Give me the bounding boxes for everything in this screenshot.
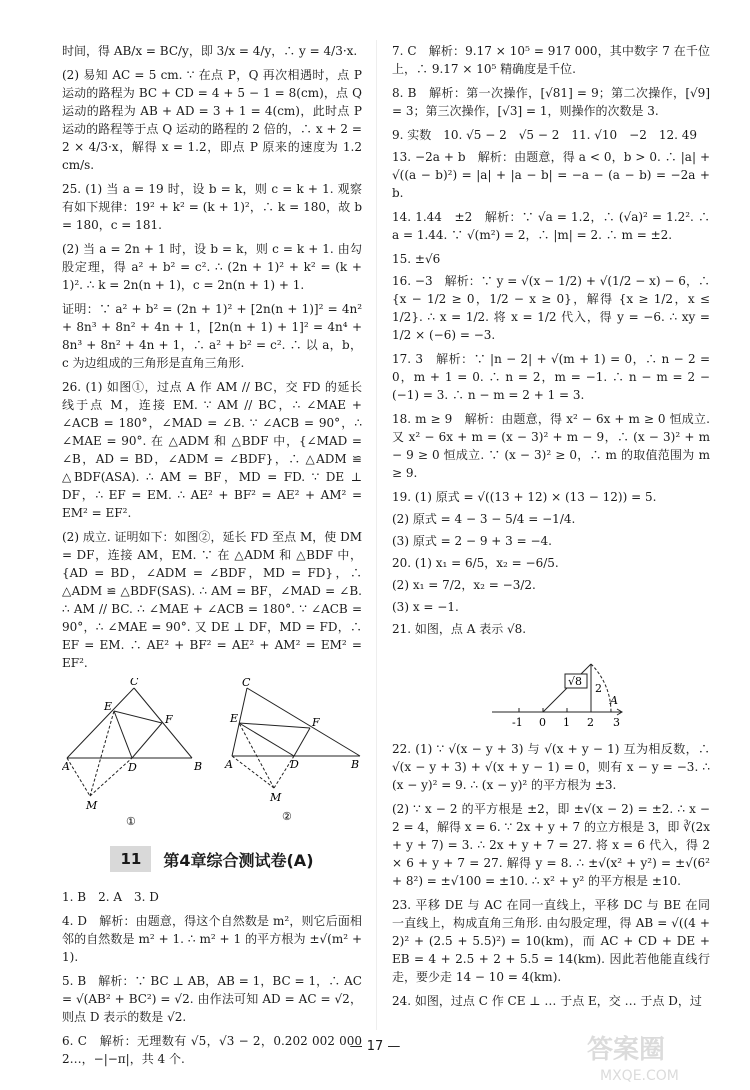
fig1-label-a: A	[62, 760, 70, 773]
answer-line: (3) x = −1.	[392, 600, 459, 614]
fig1-label-b: B	[194, 760, 203, 773]
number-line-svg	[392, 642, 710, 732]
figure-1	[67, 688, 192, 796]
answer-line: 16. −3 解析：∵ y = √(x − 1/2) + √(1/2 − x) − 6，∴ {x − 1/2 ≥ 0，1/2 − x ≥ 0}，解得 {x ≥ 1/2，x ≤ 1/2}. ∴ x = 1/2. 将 x = 1/2 代入，得 y = −6. ∴ xy = 1/2 × (−6) = −3.	[392, 274, 710, 342]
fig1-label-c: C	[130, 678, 139, 688]
answer-line: 20. (1) x₁ = 6/5，x₂ = −6/5.	[392, 556, 559, 570]
answer-line: (2) 成立. 证明如下：如图②，延长 FD 至点 M，使 DM = DF，连接 AM，EM. ∵ 在 △ADM 和 △BDF 中，{AD = BD，∠ADM = ∠BDF，MD = FD}，∴ △ADM ≌ △BDF(SAS). ∴ AM = BF，∠MAD = ∠B. ∴ AM // BC. ∴ ∠MAE + ∠ACB = 180°. ∵ ∠ACB = 90°，∴ ∠MAE = 90°. 又 DE ⊥ DF，MD = FD，∴ EF = EM. ∴ AE² + BF² = AE² + AM² = EM² = EF².	[62, 530, 362, 670]
numline-point-a: A	[610, 694, 618, 707]
answer-line: 23. 平移 DE 与 AC 在同一直线上，平移 DC 与 BE 在同一直线上，构成直角三角形. 由勾股定理，得 AB = √((4 + 2)² + (2.5 + 5.5)²) = 10(km)，而 AC + CD + DE + EB = 4 + 2.5 + 2 + 5.5 = 14(km). 因此若他能直线行走，要少走 14 − 10 = 4(km).	[392, 898, 710, 984]
answer-line: 时间，得 AB/x = BC/y，即 3/x = 4/y，∴ y = 4/3·x.	[62, 44, 358, 58]
svg-text:答案圈: 答案圈	[587, 1035, 666, 1065]
fig2-label-c: C	[242, 678, 251, 689]
numline-sqrt8-label: √8	[568, 675, 583, 688]
fig2-label-b: B	[351, 758, 360, 771]
numline-tick-label: 2	[587, 716, 594, 729]
fig2-label-a: A	[225, 758, 233, 771]
answer-line: (2) 易知 AC = 5 cm. ∵ 在点 P，Q 再次相遇时，点 P 运动的路程为 BC + CD = 4 + 5 − 1 = 8(cm)，点 Q 运动的路程为 AB + AD = 3 + 1 = 4(cm)，此时点 P 运动的路程等于点 Q 运动的路程的 2 倍的，∴ x + 2 = 2 × 4/3·x，解得 x = 1.2，即点 P 原来的速度为 1.2 cm/s.	[62, 68, 362, 172]
answer-line: 18. m ≥ 9 解析：由题意，得 x² − 6x + m ≥ 0 恒成立. 又 x² − 6x + m = (x − 3)² + m − 9，∴ (x − 3)² + m − 9 ≥ 0 恒成立. ∵ (x − 3)² ≥ 0，∴ m 的取值范围为 m ≥ 9.	[392, 412, 710, 480]
section-number: 11	[110, 846, 151, 872]
fig1-caption: ①	[126, 815, 136, 828]
fig2-label-m: M	[270, 791, 282, 804]
fig1-label-e: E	[104, 700, 113, 713]
answer-line: 7. C 解析：9.17 × 10⁵ = 917 000，其中数字 7 在千位上，∴ 9.17 × 10⁵ 精确度是千位.	[392, 44, 710, 76]
fig2-label-f: F	[312, 716, 320, 729]
svg-text:MXQE.COM: MXQE.COM	[600, 1068, 679, 1084]
answer-line: 24. 如图，过点 C 作 CE ⊥ … 于点 E，交 … 于点 D，过	[392, 994, 702, 1008]
numline-height-label: 2	[595, 682, 602, 695]
number-line-figure	[392, 642, 710, 732]
geometry-figures	[62, 678, 362, 828]
answer-line: 1. B 2. A 3. D	[62, 890, 159, 904]
answer-line: 9. 实数 10. √5 − 2 √5 − 2 11. √10 −2 12. 49	[392, 128, 698, 142]
answer-line: (2) 原式 = 4 − 3 − 5/4 = −1/4.	[392, 512, 576, 526]
figure-2	[232, 688, 360, 788]
answer-line: 5. B 解析：∵ BC ⊥ AB，AB = 1，BC = 1，∴ AC = √(AB² + BC²) = √2. 由作法可知 AD = AC = √2，则点 D 表示的数是 √2.	[62, 974, 362, 1024]
fig1-label-m: M	[86, 799, 98, 812]
answer-line: (3) 原式 = 2 − 9 + 3 = −4.	[392, 534, 552, 548]
answer-line: (2) x₁ = 7/2，x₂ = −3/2.	[392, 578, 536, 592]
answer-line: 4. D 解析：由题意，得这个自然数是 m²，则它后面相邻的自然数是 m² + 1. ∴ m² + 1 的平方根为 ±√(m² + 1).	[62, 914, 362, 964]
left-column	[62, 42, 362, 1074]
answer-line: 25. (1) 当 a = 19 时，设 b = k，则 c = k + 1. 观察有如下规律：19² + k² = (k + 1)²，∴ k = 180，故 b = 180，c = 181.	[62, 182, 362, 232]
right-column	[392, 42, 710, 1016]
answer-line: 19. (1) 原式 = √((13 + 12) × (13 − 12)) = 5.	[392, 490, 657, 504]
watermark-logo	[582, 1026, 732, 1086]
answer-line: (2) 当 a = 2n + 1 时，设 b = k，则 c = k + 1. 由勾股定理，得 a² + b² = c². ∴ (2n + 1)² + k² = (k + 1)². ∴ k = 2n(n + 1)，c = 2n(n + 1) + 1.	[62, 242, 362, 292]
answer-line: 21. 如图，点 A 表示 √8.	[392, 622, 527, 636]
answer-line: 13. −2a + b 解析：由题意，得 a < 0，b > 0. ∴ |a| + √((a − b)²) = |a| + |a − b| = −a − (a − b) = −2a + b.	[392, 150, 710, 200]
answer-line: 8. B 解析：第一次操作，[√81] = 9；第二次操作，[√9] = 3；第三次操作，[√3] = 1，则操作的次数是 3.	[392, 86, 710, 118]
fig2-caption: ②	[282, 810, 292, 823]
fig2-label-d: D	[290, 758, 299, 771]
fig2-label-e: E	[230, 712, 239, 725]
column-divider	[376, 40, 377, 1030]
numline-tick-label: 0	[539, 716, 546, 729]
answer-line: 证明：∵ a² + b² = (2n + 1)² + [2n(n + 1)]² = 4n² + 8n³ + 8n² + 4n + 1，[2n(n + 1) + 1]² = 4n⁴ + 8n³ + 8n² + 4n + 1，∴ a² + b² = c². ∴ 以 a，b，c 为边组成的三角形是直角三角形.	[62, 302, 362, 370]
fig1-label-d: D	[128, 761, 137, 774]
answer-line: (2) ∵ x − 2 的平方根是 ±2，即 ±√(x − 2) = ±2. ∴ x − 2 = 4，解得 x = 6. ∵ 2x + y + 7 的立方根是 3，即 ∛(2x + y + 7) = 3. ∴ 2x + y + 7 = 27. 将 x = 6 代入，得 2 × 6 + y + 7 = 27. 解得 y = 8. ∴ ±√(x² + y²) = ±√(6² + 8²) = ±√100 = ±10. ∴ x² + y² 的平方根是 ±10.	[392, 802, 710, 888]
numline-tick-label: -1	[512, 716, 523, 729]
numline-tick-label: 3	[613, 716, 620, 729]
answer-line: 14. 1.44 ±2 解析：∵ √a = 1.2，∴ (√a)² = 1.2². ∴ a = 1.44. ∵ √(m²) = 2，∴ |m| = 2. ∴ m = ±2.	[392, 210, 710, 242]
answer-line: 26. (1) 如图①，过点 A 作 AM // BC，交 FD 的延长线于点 M，连接 EM. ∵ AM // BC，∴ ∠MAE + ∠ACB = 180°，∠MAD = ∠B. ∵ ∠ACB = 90°，∴ ∠MAE = 90°. 在 △ADM 和 △BDF 中，{∠MAD = ∠B，AD = BD，∠ADM = ∠BDF}，∴ △ADM ≌ △BDF(ASA). ∴ AM = BF，MD = FD. ∵ DE ⊥ DF，∴ EF = EM. ∴ AE² + BF² = AE² + AM² = EM² = EF².	[62, 380, 362, 520]
fig1-label-f: F	[165, 713, 173, 726]
answer-line: 15. ±√6	[392, 252, 441, 266]
section-header	[62, 846, 362, 872]
page-number: — 17 —	[349, 1039, 401, 1054]
triangle-figures-svg	[62, 678, 362, 828]
section-title: 第4章综合测试卷(A)	[163, 850, 314, 870]
answer-line: 22. (1) ∵ √(x − y + 3) 与 √(x + y − 1) 互为相反数，∴ √(x − y + 3) + √(x + y − 1) = 0，则有 x − y = −3. ∴ (x − y)² = 9. ∴ (x − y)² 的平方根为 ±3.	[392, 742, 710, 792]
answer-line: 6. C 解析：无理数有 √5，√3 − 2，0.202 002 000 2…，−|−π|，共 4 个.	[62, 1034, 362, 1066]
numline-tick-label: 1	[563, 716, 570, 729]
answer-line: 17. 3 解析：∵ |n − 2| + √(m + 1) = 0，∴ n − 2 = 0，m + 1 = 0. ∴ n = 2，m = −1. ∴ n − m = 2 − (−1) = 3. ∴ n − m = 2 + 1 = 3.	[392, 352, 710, 402]
